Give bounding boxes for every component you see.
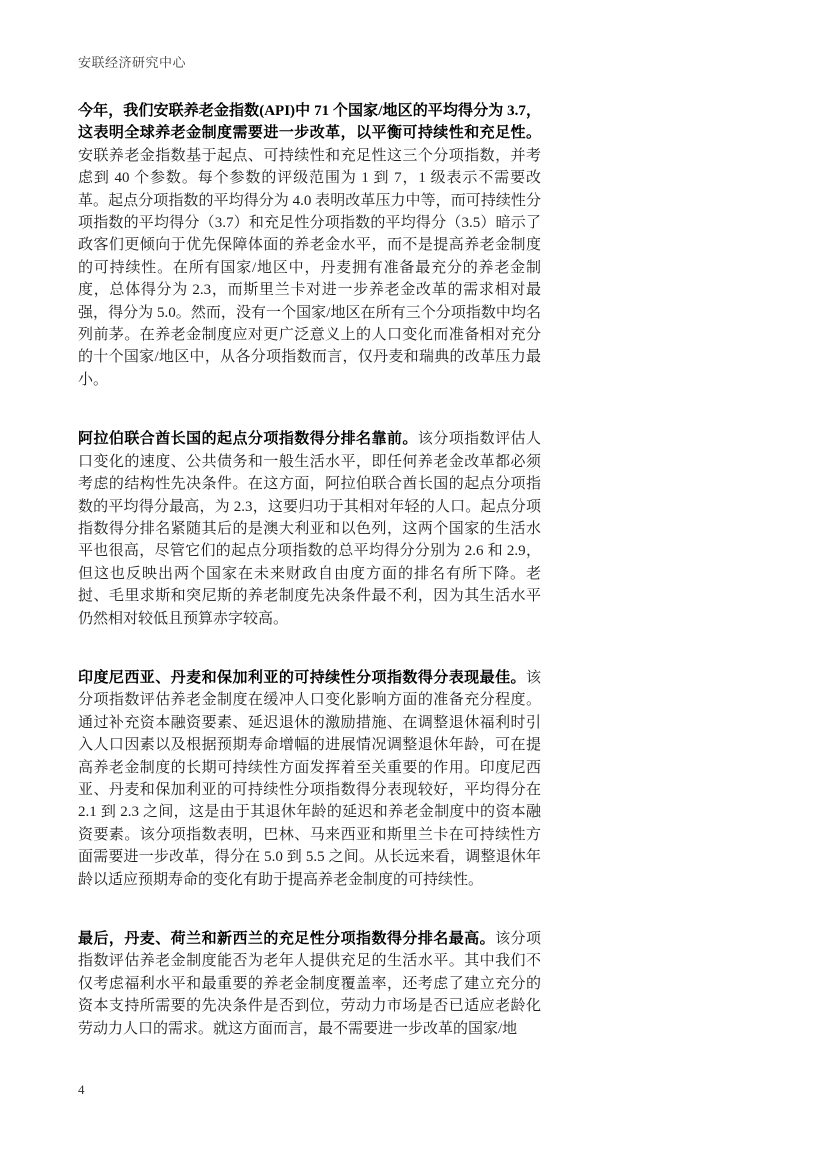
paragraph-starting-points-lead: 阿拉伯联合酋长国的起点分项指数得分排名靠前。	[78, 431, 418, 448]
paragraph-overview-text: 安联养老金指数基于起点、可持续性和充足性这三个分项指数，并考虑到 40 个参数。每个参数的评级范围为 1 到 7，1 级表示不需要改革。起点分项指数的平均得分为 4.0 表明改革压力中等，而可持续性分项指数的平均得分（3.7）和充足性分项指数的平均得分（3.5）暗示了政客们更倾向于优先保障体面的养老金水平，而不是提高养老金制度的可持续性。在所有国家/地区中，丹麦拥有准备最充分的养老金制度，总体得分为 2.3，而斯里兰卡对进一步养老金改革的需求相对最强，得分为 5.0。然而，没有一个国家/地区在所有三个分项指数中均名列前茅。在养老金制度应对更广泛意义上的人口变化而准备相对充分的十个国家/地区中，从各分项指数而言，仅丹麦和瑞典的改革压力最小。	[78, 147, 541, 388]
paragraph-sustainability-lead: 印度尼西亚、丹麦和保加利亚的可持续性分项指数得分表现最佳。	[78, 669, 526, 686]
paragraph-adequacy-lead: 最后，丹麦、荷兰和新西兰的充足性分项指数得分排名最高。	[78, 931, 496, 947]
paragraph-sustainability	[78, 667, 541, 891]
page-header: 安联经济研究中心	[78, 55, 187, 70]
paragraph-starting-points	[78, 428, 541, 630]
document-body	[78, 100, 541, 1077]
paragraph-adequacy-text: 该分项指数评估养老金制度能否为老年人提供充足的生活水平。其中我们不仅考虑福利水平和最重要的养老金制度覆盖率，还考虑了建立充分的资本支持所需要的先决条件是否到位，劳动力市场是否已适应老龄化劳动力人口的需求。就这方面而言，最不需要进一步改革的国家/地	[78, 931, 541, 1037]
paragraph-overview-lead: 今年，我们安联养老金指数(API)中 71 个国家/地区的平均得分为 3.7，这表明全球养老金制度需要进一步改革，以平衡可持续性和充足性。	[78, 103, 541, 142]
paragraph-adequacy	[78, 928, 541, 1040]
paragraph-overview	[78, 100, 541, 391]
paragraph-sustainability-text: 该分项指数评估养老金制度在缓冲人口变化影响方面的准备充分程度。通过补充资本融资要素、延迟退休的激励措施、在调整退休福利时引入人口因素以及根据预期寿命增幅的进展情况调整退休年龄，可在提高养老金制度的长期可持续性方面发挥着至关重要的作用。印度尼西亚、丹麦和保加利亚的可持续性分项指数得分表现较好，平均得分在 2.1 到 2.3 之间，这是由于其退休年龄的延迟和养老金制度中的资本融资要素。该分项指数表明，巴林、马来西亚和斯里兰卡在可持续性方面需要进一步改革，得分在 5.0 到 5.5 之间。从长远来看，调整退休年龄以适应预期寿命的变化有助于提高养老金制度的可持续性。	[78, 669, 541, 888]
page-number: 4	[78, 1082, 85, 1097]
paragraph-starting-points-text: 该分项指数评估人口变化的速度、公共债务和一般生活水平，即任何养老金改革都必须考虑的结构性先决条件。在这方面，阿拉伯联合酋长国的起点分项指数的平均得分最高，为 2.3，这要归功于其相对年轻的人口。起点分项指数得分排名紧随其后的是澳大利亚和以色列，这两个国家的生活水平也很高，尽管它们的起点分项指数的总平均得分分别为 2.6 和 2.9，但这也反映出两个国家在未来财政自由度方面的排名有所下降。老挝、毛里求斯和突尼斯的养老制度先决条件最不利，因为其生活水平仍然相对较低且预算赤字较高。	[78, 431, 541, 627]
